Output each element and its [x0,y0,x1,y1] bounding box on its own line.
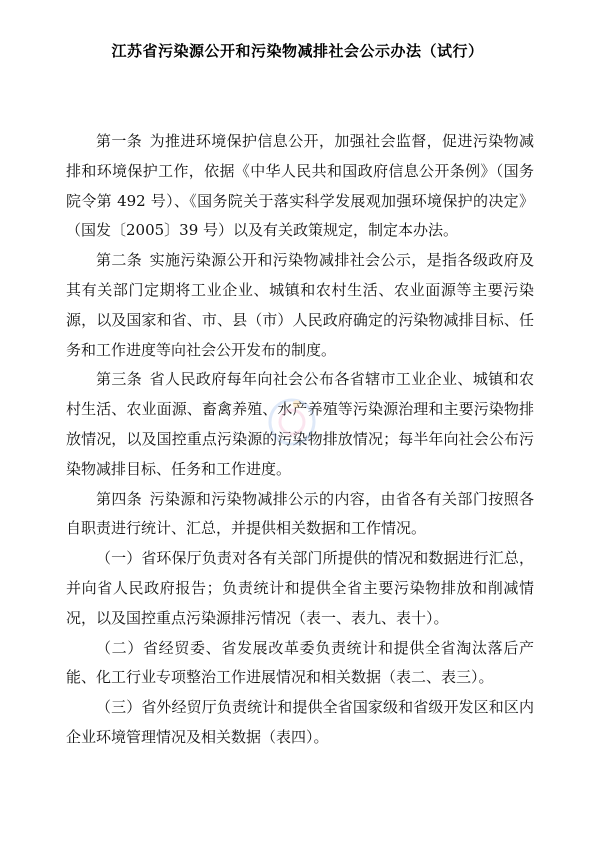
article-2 [66,246,534,365]
article-label: 第三条 [96,370,143,389]
article-text: 省人民政府每年向社会公布各省辖市工业企业、城镇和农村生活、农业面源、畜禽养殖、水产养殖等污染源治理和主要污染物排放情况，以及国控重点污染源的污染物排放情况；每半年向社会公布污染物减排目标、任务和工作进度。 [66,370,534,478]
article-text: 为推进环境保护信息公开，加强社会监督，促进污染物减排和环境保护工作，依据《中华人民共和国政府信息公开条例》（国务院令第 492 号）、《国务院关于落实科学发展观加强环境保护的决定》（国发〔2005〕39 号）以及有关政策规定，制定本办法。 [66,132,534,240]
article-label: 第二条 [96,251,143,270]
article-4 [66,485,534,545]
article-label: 第四条 [96,489,143,508]
document-title: 江苏省污染源公开和污染物减排社会公示办法（试行） [111,42,484,60]
article-label: 第一条 [96,132,143,150]
article-text: 实施污染源公开和污染物减排社会公示，是指各级政府及其有关部门定期将工业企业、城镇和农村生活、农业面源等主要污染源，以及国家和省、市、县（市）人民政府确定的污染物减排目标、任务和工作进度等向社会公开发布的制度。 [66,251,534,359]
list-item-1: （一）省环保厅负责对各有关部门所提供的情况和数据进行汇总，并向省人民政府报告；负责统计和提供全省主要污染物排放和削减情况，以及国控重点污染源排污情况（表一、表九、表十）。 [66,549,534,627]
list-item-3: （三）省外经贸厅负责统计和提供全省国家级和省级开发区和区内企业环境管理情况及相关数据（表四）。 [66,698,534,746]
list-item-2: （二）省经贸委、省发展改革委负责统计和提供全省淘汰落后产能、化工行业专项整治工作进展情况和相关数据（表二、表三）。 [66,638,534,687]
article-text: 污染源和污染物减排公示的内容，由省各有关部门按照各自职责进行统计、汇总，并提供相关数据和工作情况。 [66,489,534,538]
article-1 [66,127,534,246]
